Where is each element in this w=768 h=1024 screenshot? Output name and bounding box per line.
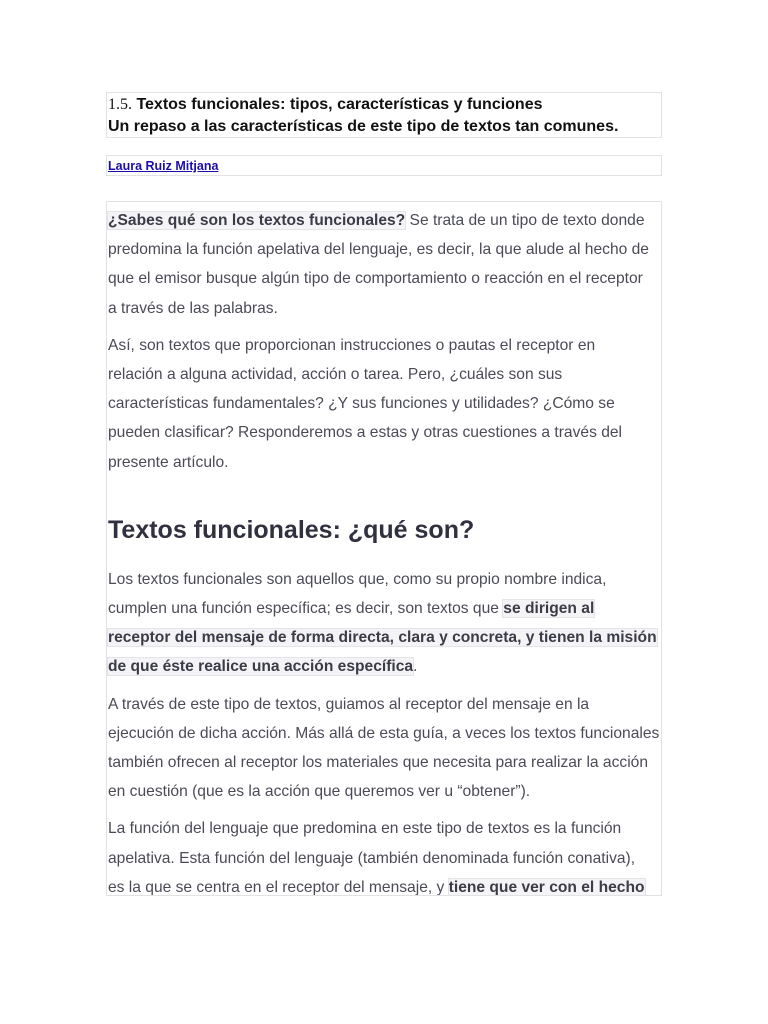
paragraph-5 [108,814,661,896]
text-line [108,652,661,681]
intro-line-1-rest: Se trata de un tipo de texto donde [405,212,645,229]
text-line: en cuestión (que es la acción que queremos ver u “obtener”). [108,783,531,801]
paragraph-4 [108,690,661,807]
article-title [108,94,661,116]
para3-highlight-start: se dirigen al [503,600,595,618]
text-line: apelativa. Esta función del lenguaje (también denominada función conativa), [108,849,636,867]
text-line: a través de las palabras. [108,299,278,317]
author-link[interactable]: Laura Ruiz Mitjana [108,159,219,173]
text-line: pueden clasificar? Responderemos a estas y otras cuestiones a través del [108,424,623,442]
text-line: Los textos funcionales son aquellos que, como su propio nombre indica, [108,570,607,588]
intro-highlight: ¿Sabes qué son los textos funcionales? [108,212,406,229]
para3-line-2-text: cumplen una función específica; es decir, son textos que [108,600,504,618]
text-line: presente artículo. [108,453,229,471]
title-text: Textos funcionales: tipos, características y funciones [132,96,543,113]
para3-period: . [413,658,418,676]
paragraph-2 [108,331,661,477]
text-line: relación a alguna actividad, acción o tarea. Pero, ¿cuáles son sus [108,366,563,384]
paragraph-3 [108,565,661,682]
text-line: predomina la función apelativa del lenguaje, es decir, la que alude al hecho de [108,241,649,259]
text-line: A través de este tipo de textos, guiamos al receptor del mensaje en la [108,695,590,713]
text-line: ejecución de dicha acción. Más allá de esta guía, a veces los textos funcionales [108,724,660,742]
text-line [108,594,661,623]
text-line: Así, son textos que proporcionan instrucciones o pautas el receptor en [108,336,596,354]
text-line [108,206,661,235]
text-line: La función del lenguaje que predomina en este tipo de textos es la función [108,820,622,838]
para5-line-3-text: es la que se centra en el receptor del mensaje, y [108,878,449,896]
article-body [106,201,662,896]
text-line: también ofrecen al receptor los materiales que necesita para realizar la acción [108,754,649,772]
text-line [108,623,661,652]
text-line: que el emisor busque algún tipo de comportamiento o reacción en el receptor [108,270,643,288]
para3-highlight-end: de que éste realice una acción específica [108,658,414,676]
article-subtitle: Un repaso a las características de este tipo de textos tan comunes. [108,118,619,135]
section-heading: Textos funcionales: ¿qué son? [108,515,475,544]
para5-highlight: tiene que ver con el hecho [448,878,645,896]
para3-highlight-middle: receptor del mensaje de forma directa, clara y concreta, y tienen la misión [108,629,657,647]
title-number: 1.5. [108,96,132,113]
text-line: características fundamentales? ¿Y sus funciones y utilidades? ¿Cómo se [108,395,615,413]
text-line [108,873,661,896]
author-block [106,155,662,176]
intro-paragraph [108,206,661,323]
title-block [106,92,662,138]
